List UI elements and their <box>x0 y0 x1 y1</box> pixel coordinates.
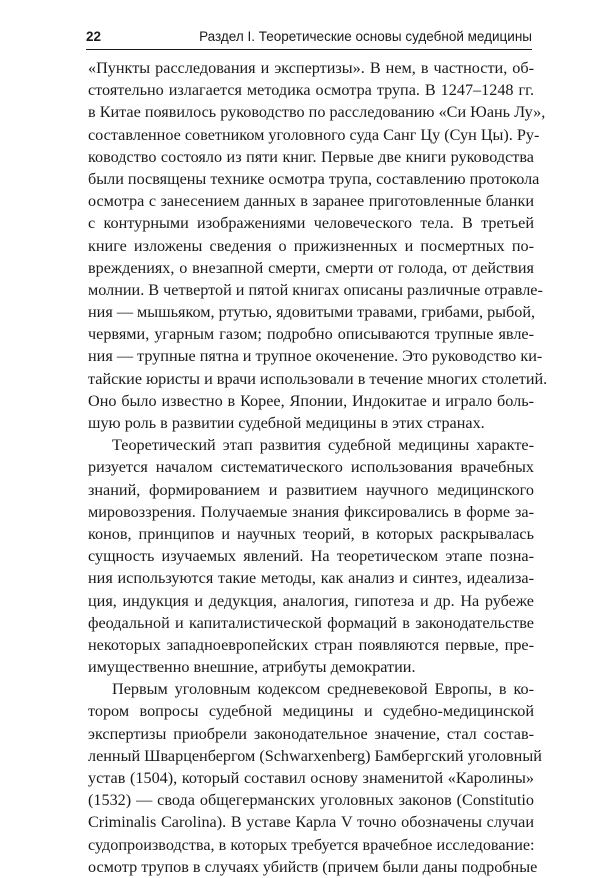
text-line: (1532) — свода общегерманских уголовных законов (Constitutio <box>88 791 534 810</box>
text-line: с контурными изображениями человеческого тела. В третьей <box>88 214 534 233</box>
text-line: тайские юристы и врачи использовали в течение многих столетий. <box>88 369 548 388</box>
body-text <box>88 57 548 878</box>
text-line: «Пункты расследования и экспертизы». В нем, в частности, об- <box>88 59 534 77</box>
text-line: судопроизводства, в которых требуется врачебное исследование: <box>88 835 535 854</box>
text-line: устав (1504), который составил основу знаменитой «Каролины» <box>88 769 534 787</box>
text-line: имущественно внешние, атрибуты демократии. <box>88 658 416 677</box>
text-line: составленное советником уголовного суда Санг Цу (Сун Цы). Ру- <box>88 125 540 144</box>
text-line: некоторых западноевропейских стран появляются первые, пре- <box>88 635 534 654</box>
text-line: знаний, формированием и развитием научного медицинского <box>88 480 534 499</box>
text-line: ния — трупные пятна и трупное окоченение. Это руководство ки- <box>88 347 543 366</box>
text-line: ция, индукция и дедукция, аналогия, гипотеза и др. На рубеже <box>88 591 534 610</box>
text-line: конов, принципов и научных теорий, в которых раскрывалась <box>88 524 534 543</box>
running-head <box>86 27 532 47</box>
text-line: Criminalis Carolina). В уставе Карла V точно обозначены случаи <box>88 813 534 832</box>
text-line: феодальной и капиталистической формаций в законодательстве <box>88 613 534 632</box>
text-line: были посвящены технике осмотра трупа, составлению протокола <box>88 169 540 188</box>
text-line: вреждениях, о внезапной смерти, смерти от голода, от действия <box>88 258 534 277</box>
text-line: Первым уголовным кодексом средневековой Европы, в ко- <box>112 680 534 699</box>
text-line: ководство состояло из пяти книг. Первые две книги руководства <box>88 147 534 166</box>
paragraph <box>88 434 534 678</box>
text-line: стоятельно излагается методика осмотра трупа. В 1247–1248 гг. <box>88 81 534 100</box>
text-line: ризуется началом систематического использования врачебных <box>88 458 534 477</box>
text-line: книге изложены сведения о прижизненных и посмертных по- <box>88 236 534 255</box>
text-line: ния используются такие методы, как анализ и синтез, идеализа- <box>88 569 534 588</box>
text-line: тором вопросы судебной медицины и судебно-медицинской <box>88 702 534 721</box>
text-line: червями, угарным газом; подробно описываются трупные явле- <box>88 325 534 344</box>
text-line: молнии. В четвертой и пятой книгах описаны различные отравле- <box>88 280 543 299</box>
text-line: осмотра с занесением данных в заранее приготовленные бланки <box>88 192 534 211</box>
text-line: сущность изучаемых явлений. На теоретическом этапе позна- <box>88 547 534 566</box>
page-number: 22 <box>86 29 102 44</box>
text-line: в Китае появилось руководство по расследованию «Си Юань Лу», <box>88 103 546 122</box>
text-line: экспертизы приобрели законодательное значение, стал состав- <box>88 724 534 743</box>
text-line: ленный Шварценбергом (Schwarxenberg) Бамбергский уголовный <box>88 746 542 765</box>
text-line: Теоретический этап развития судебной медицины характе- <box>112 436 534 455</box>
text-line: Оно было известно в Корее, Японии, Индокитае и играло боль- <box>88 391 534 410</box>
text-line: ния — мышьяком, ртутью, ядовитыми травами, грибами, рыбой, <box>88 303 536 322</box>
text-line: мировоззрения. Получаемые знания фиксировались в форме за- <box>88 502 534 521</box>
paragraph <box>88 57 548 434</box>
section-title: Раздел I. Теоретические основы судебной медицины <box>199 29 532 44</box>
text-line: осмотр трупов в случаях убийств (причем были даны подробные <box>88 857 538 876</box>
paragraph <box>88 678 542 878</box>
header-rule <box>86 49 532 50</box>
text-line: шую роль в развитии судебной медицины в этих странах. <box>88 414 485 432</box>
